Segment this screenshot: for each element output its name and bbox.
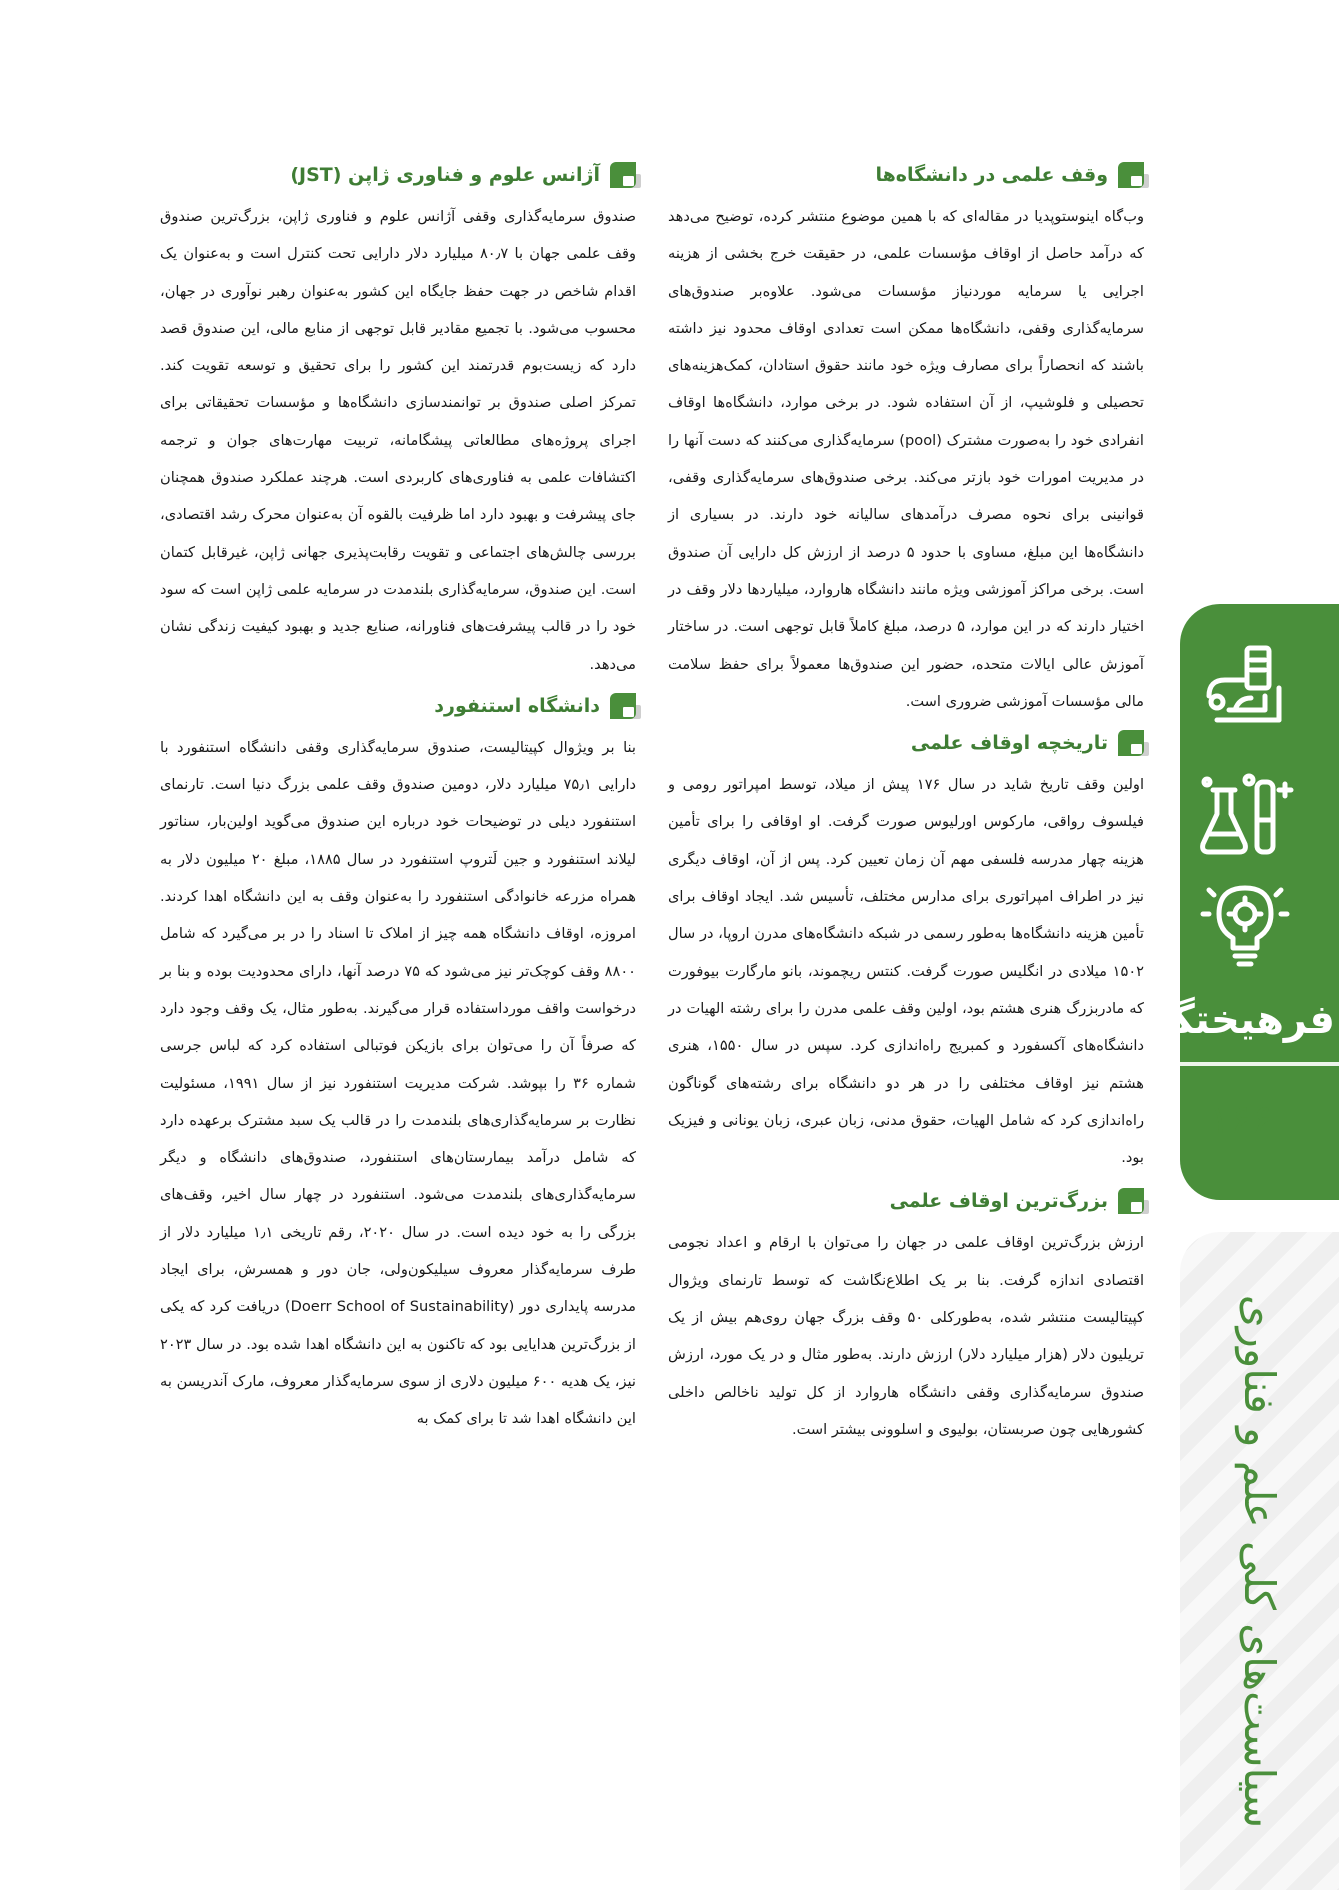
section-body: ارزش بزرگ‌ترین اوقاف علمی در جهان را می‌توان با ارقام و اعداد نجومی اقتصادی اندازه گرفت. بنا بر یک اطلاع‌نگاشت که توسط تارنمای ویژوال کپیتالیست منتشر شده، به‌طورکلی ۵۰ وقف بزرگ جهان روی‌هم بیش از یک تریلیون دلار (هزار میلیارد دلار) ارزش دارند. به‌طور مثال و در یک مورد، ارزش صندوق سرمایه‌گذاری وقفی دانشگاه هاروارد از کل تولید ناخالص داخلی کشورهایی چون صربستان، بولیوی و اسلوونی بیشتر است. xyxy=(668,1234,1144,1438)
microscope-icon xyxy=(1195,640,1295,730)
section-title: دانشگاه استنفورد xyxy=(434,694,600,717)
section-body: اولین وقف تاریخ شاید در سال ۱۷۶ پیش از میلاد، توسط امپراتور رومی و فیلسوف رواقی، مارکوس اورلیوس صورت گرفت. او اوقافی را برای تأمین هزینه چهار مدرسه فلسفی مهم آن زمان تعیین کرد. پس از آن، اوقاف دیگری نیز در اطراف امپراتوری برای مدارس مختلف، تأسیس شد. ایجاد اوقاف برای تأمین هزینه دانشگاه‌ها به‌طور رسمی در شبکه دانشگاه‌های مدرن اروپا، در سال ۱۵۰۲ میلادی در انگلیس صورت گرفت. کنتس ریچموند، بانو مارگارت بیوفورت که مادربزرگ هنری هشتم بود، اولین وقف علمی مدرن را برای رشته الهیات در دانشگاه‌های آکسفورد و کمبریج راه‌اندازی کرد. سپس در سال ۱۵۵۰، هنری هشتم نیز اوقاف مختلفی را در هر دو دانشگاه برای رشته‌های گوناگون راه‌اندازی کرد که شامل الهیات، حقوق مدنی، زبان عبری، زبان یونانی و فیزیک بود. xyxy=(668,776,1144,1167)
page-number: ۱۶۶ xyxy=(1208,1097,1274,1143)
section-title: بزرگ‌ترین اوقاف علمی xyxy=(889,1190,1108,1213)
section-title: آژانس علوم و فناوری ژاپن (JST) xyxy=(290,164,600,186)
lightbulb-gear-icon xyxy=(1195,880,1295,970)
section-body: وب‌گاه اینوستوپدیا در مقاله‌ای که با همین موضوع منتشر کرده، توضیح می‌دهد که درآمد حاصل از اوقاف مؤسسات علمی، در حقیقت خرج بخشی از هزینه اجرایی یا سرمایه موردنیاز مؤسسات می‌شود. علاوه‌بر صندوق‌های سرمایه‌گذاری وقفی، دانشگاه‌ها ممکن است تعدادی اوقاف محدود نیز داشته باشند که انحصاراً برای مصارف ویژه خود مانند حقوق استادان، کمک‌هزینه‌های تحصیلی و فلوشیپ، از آن استفاده شود. در برخی موارد، دانشگاه‌ها اوقاف انفرادی خود را به‌صورت مشترک (pool) سرمایه‌گذاری می‌کنند که دست آنها را در مدیریت امورات خود بازتر می‌کند. برخی صندوق‌های سرمایه‌گذاری وقفی، قوانینی برای نحوه مصرف درآمدهای سالیانه خود دارند. در بسیاری از دانشگاه‌ها این مبلغ، مساوی با حدود ۵ درصد از ارزش کل دارایی آن صندوق است. برخی مراکز آموزشی ویژه مانند دانشگاه هاروارد، میلیاردها دلار وقف در اختیار دارند که در این موارد، ۵ درصد، مبلغ کاملاً قابل توجهی است. در ساختار آموزش عالی ایالات متحده، حضور این صندوق‌ها معمولاً برای حفظ سلامت مالی مؤسسات آموزشی ضروری است. xyxy=(668,208,1144,710)
section-heading xyxy=(160,158,636,192)
section-heading xyxy=(668,726,1144,760)
heading-bullet-icon xyxy=(610,162,636,188)
heading-bullet-icon xyxy=(1118,1188,1144,1214)
section-history xyxy=(668,726,1144,1176)
heading-bullet-icon xyxy=(610,693,636,719)
heading-bullet-icon xyxy=(1118,162,1144,188)
lab-flask-icon xyxy=(1195,770,1295,860)
section-heading xyxy=(668,1184,1144,1218)
section-title: وقف علمی در دانشگاه‌ها xyxy=(875,164,1108,186)
spine-title-wrapper xyxy=(1180,1232,1339,1890)
section-heading xyxy=(668,158,1144,192)
section-heading xyxy=(160,689,636,723)
section-body: بنا بر ویژوال کپیتالیست، صندوق سرمایه‌گذاری وقفی دانشگاه استنفورد با دارایی ۷۵٫۱ میلیارد دلار، دومین صندوق وقف علمی بزرگ دنیا است. تارنمای استنفورد دیلی در توضیحات خود درباره این صندوق می‌گوید اولین‌بار، سناتور لیلاند استنفورد و جین لَتروپ استنفورد در سال ۱۸۸۵، مبلغ ۲۰ میلیون دلار به همراه مزرعه خانوادگی استنفورد را به‌عنوان وقف به این دانشگاه اهدا کردند. امروزه، اوقاف دانشگاه همه چیز از املاک تا اسناد را در بر می‌گیرد که شامل ۸۸۰۰ وقف کوچک‌تر نیز می‌شود که ۷۵ درصد آنها، دارای محدودیت بوده و بنا بر درخواست واقف مورداستفاده قرار می‌گیرند. به‌طور مثال، یک وقف وجود دارد که صرفاً آن را می‌توان برای بازیکن فوتبالی استفاده کرد که لباس جرسی شماره ۳۶ را بپوشد. شرکت مدیریت استنفورد نیز از سال ۱۹۹۱، مسئولیت نظارت بر سرمایه‌گذاری‌های بلندمدت را در قالب یک سبد مشترک برعهده دارد که شامل درآمد بیمارستان‌های استنفورد، صندوق‌های دانشگاه و دیگر سرمایه‌گذاری‌های بلندمدت می‌شود. استنفورد در چهار سال اخیر، وقف‌های بزرگی را به خود دیده است. در سال ۲۰۲۰، رقم تاریخی ۱٫۱ میلیارد دلار از طرف سرمایه‌گذار معروف سیلیکون‌ولی، جان دور و همسرش، برای ایجاد مدرسه پایداری دور (Doerr School of Sustainability) دریافت کرد که یکی از بزرگ‌ترین هدایایی بود که تاکنون به این دانشگاه اهدا شده بود. در سال ۲۰۲۳ نیز، یک هدیه ۶۰۰ میلیون دلاری از سوی سرمایه‌گذار معروف، مارک آندریسن به این دانشگاه اهدا شد تا برای کمک به xyxy=(160,738,637,1428)
publisher-logo: فرهیختگان xyxy=(1122,997,1335,1043)
right-column xyxy=(668,158,1144,1448)
section-title: تاریخچه اوقاف علمی xyxy=(910,732,1108,755)
section-body: صندوق سرمایه‌گذاری وقفی آژانس علوم و فناوری ژاپن، بزرگ‌ترین صندوق وقف علمی جهان با ۸۰٫۷ میلیارد دلار دارایی تحت کنترل است و به‌عنوان یک اقدام شاخص در جهت حفظ جایگاه این کشور به‌عنوان رهبر نوآوری در جهان، محسوب می‌شود. با تجمیع مقادیر قابل توجهی از منابع مالی، این صندوق قصد دارد که زیست‌بوم قدرتمند این کشور را برای تحقیق و توسعه تقویت کند. تمرکز اصلی صندوق بر توانمندسازی دانشگاه‌ها و مؤسسات تحقیقاتی برای اجرای پروژه‌های مطالعاتی پیشگامانه، تربیت مهارت‌های جوان و ترجمه اکتشافات علمی به فناوری‌های کاربردی است. هرچند عملکرد صندوق همچنان جای پیشرفت و بهبود دارد اما ظرفیت بالقوه آن به‌عنوان محرک رشد اقتصادی، بررسی چالش‌های اجتماعی و تقویت رقابت‌پذیری جهانی ژاپن، غیرقابل کتمان است. این صندوق، سرمایه‌گذاری بلندمدت در سرمایه علمی ژاپن است که سود خود را در قالب پیشرفت‌های فناورانه، صنایع جدید و بهبود کیفیت زندگی نشان می‌دهد. xyxy=(160,208,637,673)
heading-bullet-icon xyxy=(1118,730,1144,756)
section-stanford xyxy=(160,689,636,1438)
section-endowment-universities xyxy=(668,158,1144,720)
spine-title: سیاست‌های کلی علم و فناوری xyxy=(1235,1294,1285,1828)
side-divider xyxy=(1180,1062,1339,1066)
left-column xyxy=(160,158,636,1438)
section-jst xyxy=(160,158,636,683)
section-largest-endowments xyxy=(668,1184,1144,1448)
